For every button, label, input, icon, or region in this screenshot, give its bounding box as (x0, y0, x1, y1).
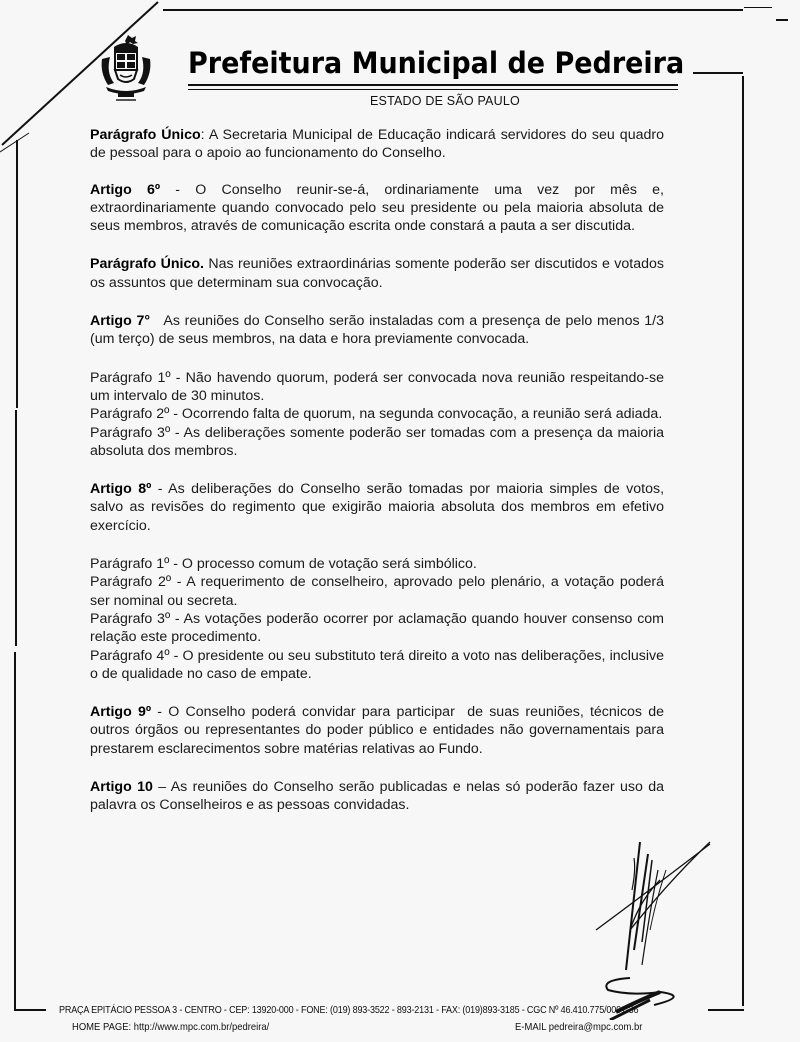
paragrafo-unico-2: Parágrafo Único. Nas reuniões extraordinárias somente poderão ser discutidos e votados os assuntos que determinam sua convocação. (90, 256, 664, 291)
document-body (90, 126, 672, 815)
left-border-line (16, 140, 18, 408)
footer-address: PRAÇA EPITÁCIO PESSOA 3 - CENTRO - CEP: 13920-000 - FONE: (019) 893-3522 - 893-2131 - FAX: (019)893-3185 - CGC Nº 46.410.775/0001-36 (59, 1004, 639, 1016)
bottom-left-border (14, 1009, 46, 1011)
left-border-line-low (14, 652, 16, 1010)
artigo-6: Artigo 6º - O Conselho reunir-se-á, ordinariamente uma vez por mês e, extraordinariamente quando convocado pelo seu presidente ou pela maioria absoluta de seus membros, através de comunicação escrita onde constará a pauta a ser discutida. (90, 181, 664, 235)
paragrafo-unico-1: Parágrafo Único: A Secretaria Municipal de Educação indicará servidores do seu quadro de pessoal para o apoio ao funcionamento do Conselho. (90, 127, 664, 162)
title-underline-2 (188, 89, 678, 90)
title-underline-1 (188, 84, 678, 86)
artigo-7: Artigo 7° As reuniões do Conselho serão instaladas com a presença de pelo menos 1/3 (um terço) de seus membros, na data e hora previamente convocada. (90, 313, 672, 348)
right-border-line (742, 76, 744, 1006)
artigo-8: Artigo 8º - As deliberações do Conselho serão tomadas por maioria simples de votos, salvo as revisões do regimento que exigirão maioria absoluta dos membros em efetivo exercício. (90, 481, 665, 534)
artigo-7-paragrafo-2: Parágrafo 2º - Ocorrendo falta de quorum, na segunda convocação, a reunião será adiada. (90, 406, 663, 423)
artigo-8-paragrafo-1: Parágrafo 1º - O processo comum de votação será simbólico. (90, 556, 477, 573)
footer-homepage[interactable]: HOME PAGE: http://www.mpc.com.br/pedreira/ (72, 1021, 270, 1033)
left-border-line-mid (15, 410, 17, 646)
artigo-7-paragrafo-3: Parágrafo 3º - As deliberações somente poderão ser tomadas com a presença da maioria absoluta dos membros. (90, 424, 664, 459)
right-border-top (693, 72, 743, 74)
municipal-coat-of-arms-icon (98, 33, 154, 103)
handwritten-signature (590, 830, 730, 1020)
top-right-dash (776, 19, 788, 21)
artigo-8-paragrafo-3: Parágrafo 3º - As votações poderão ocorrer por aclamação quando houver consenso com relação este procedimento. (90, 610, 664, 646)
artigo-8-paragrafo-2: Parágrafo 2º - A requerimento de conselheiro, aprovado pelo plenário, a votação poderá ser nominal ou secreta. (90, 574, 664, 609)
page-subtitle: ESTADO DE SÃO PAULO (370, 94, 520, 108)
top-border-line-short (744, 7, 772, 8)
artigo-10: Artigo 10 – As reuniões do Conselho serão publicadas e nelas só poderão fazer uso da palavra os Conselheiros e as pessoas convidadas. (90, 779, 664, 814)
page-title: Prefeitura Municipal de Pedreira (188, 46, 685, 80)
footer-email[interactable]: E-MAIL pedreira@mpc.com.br (515, 1021, 643, 1033)
top-border-line (163, 9, 743, 11)
artigo-9: Artigo 9º - O Conselho poderá convidar para participar de suas reuniões, técnicos de outros órgãos ou representantes do poder público e entidades não governamentais para prestarem esclarecimentos sobre matérias relativas ao Fundo. (90, 704, 668, 757)
artigo-7-paragrafo-1: Parágrafo 1º - Não havendo quorum, poderá ser convocada nova reunião respeitando-se um intervalo de 30 minutos. (90, 369, 664, 404)
artigo-8-paragrafo-4: Parágrafo 4º - O presidente ou seu substituto terá direito a voto nas deliberações, inclusive o de qualidade no caso de empate. (90, 647, 664, 682)
